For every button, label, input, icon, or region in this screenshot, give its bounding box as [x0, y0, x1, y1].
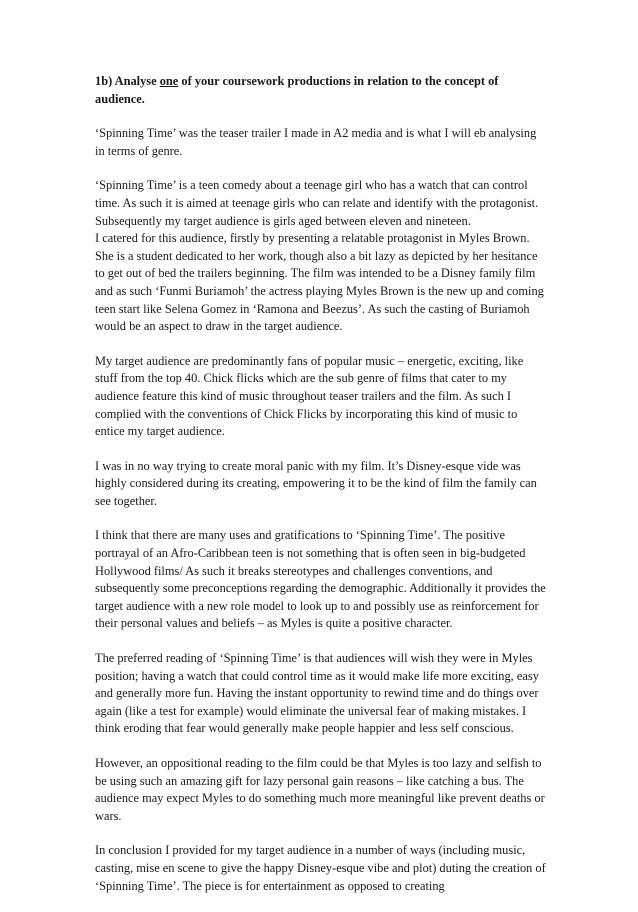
paragraph-conclusion: In conclusion I provided for my target audience in a number of ways (including music, casting, mise en scene to give the happy Disney-esque vibe and plot) duting the creation of ‘Spinning Time’. The piece is for entertainment as opposed to creating	[95, 843, 546, 893]
heading-suffix: of your coursework productions in relation to the concept of audience.	[95, 74, 499, 106]
paragraph-uses-gratifications: I think that there are many uses and gratifications to ‘Spinning Time’. The positive portrayal of an Afro-Caribbean teen is not something that is often seen in big-budgeted Hollywood films/ As such it breaks stereotypes and challenges conventions, and subsequently some preconceptions regarding the demographic. Additionally it provides the target audience with a new role model to look up to and possibly use as reinforcement for their personal values and beliefs – as Myles is quite a positive character.	[95, 528, 546, 631]
heading-prefix: 1b) Analyse	[95, 74, 160, 88]
document-page	[95, 73, 547, 912]
heading-underlined-word: one	[159, 74, 179, 88]
paragraph-oppositional-reading: However, an oppositional reading to the film could be that Myles is too lazy and selfish to be using such an amazing gift for lazy personal gain reasons – like catching a bus. The audience may expect Myles to do something much more meaningful like prevent deaths or wars.	[95, 756, 545, 823]
paragraph-intro: ‘Spinning Time’ was the teaser trailer I made in A2 media and is what I will eb analysing in terms of genre.	[95, 126, 537, 158]
paragraph-music: My target audience are predominantly fans of popular music – energetic, exciting, like stuff from the top 40. Chick flicks which are the sub genre of films that cater to my audience feature this kind of music throughout teaser trailers and the film. As such I complied with the conventions of Chick Flicks by incorporating this kind of music to entice my target audience.	[95, 353, 524, 439]
paragraph-casting: I catered for this audience, firstly by presenting a relatable protagonist in Myles Brown. She is a student dedicated to her work, though also a bit lazy as depicted by her hesitance to get out of bed the trailers beginning. The film was intended to be a Disney family film and as such ‘Funmi Buriamoh’ the actress playing Myles Brown is the new up and coming teen start like Selena Gomez in ‘Ramona and Beezus’. As such the casting of Buriamoh would be an aspect to draw in the target audience.	[95, 231, 544, 334]
question-heading	[95, 73, 547, 108]
paragraph-preferred-reading: The preferred reading of ‘Spinning Time’ is that audiences will wish they were in Myles position; having a watch that could control time as it would make life more exciting, easy and generally more fun. Having the instant opportunity to rewind time and do things over again (like a test for example) would eliminate the universal fear of making mistakes. I think eroding that fear would generally make people happier and less self conscious.	[95, 651, 539, 736]
paragraph-moral-panic: I was in no way trying to create moral panic with my film. It’s Disney-esque vide was highly considered during its creating, empowering it to be the kind of film the family can see together.	[95, 458, 537, 508]
paragraph-premise: ‘Spinning Time’ is a teen comedy about a teenage girl who has a watch that can control time. As such it is aimed at teenage girls who can relate and identify with the protagonist. Subsequently my target audience is girls aged between eleven and nineteen.	[95, 178, 539, 228]
